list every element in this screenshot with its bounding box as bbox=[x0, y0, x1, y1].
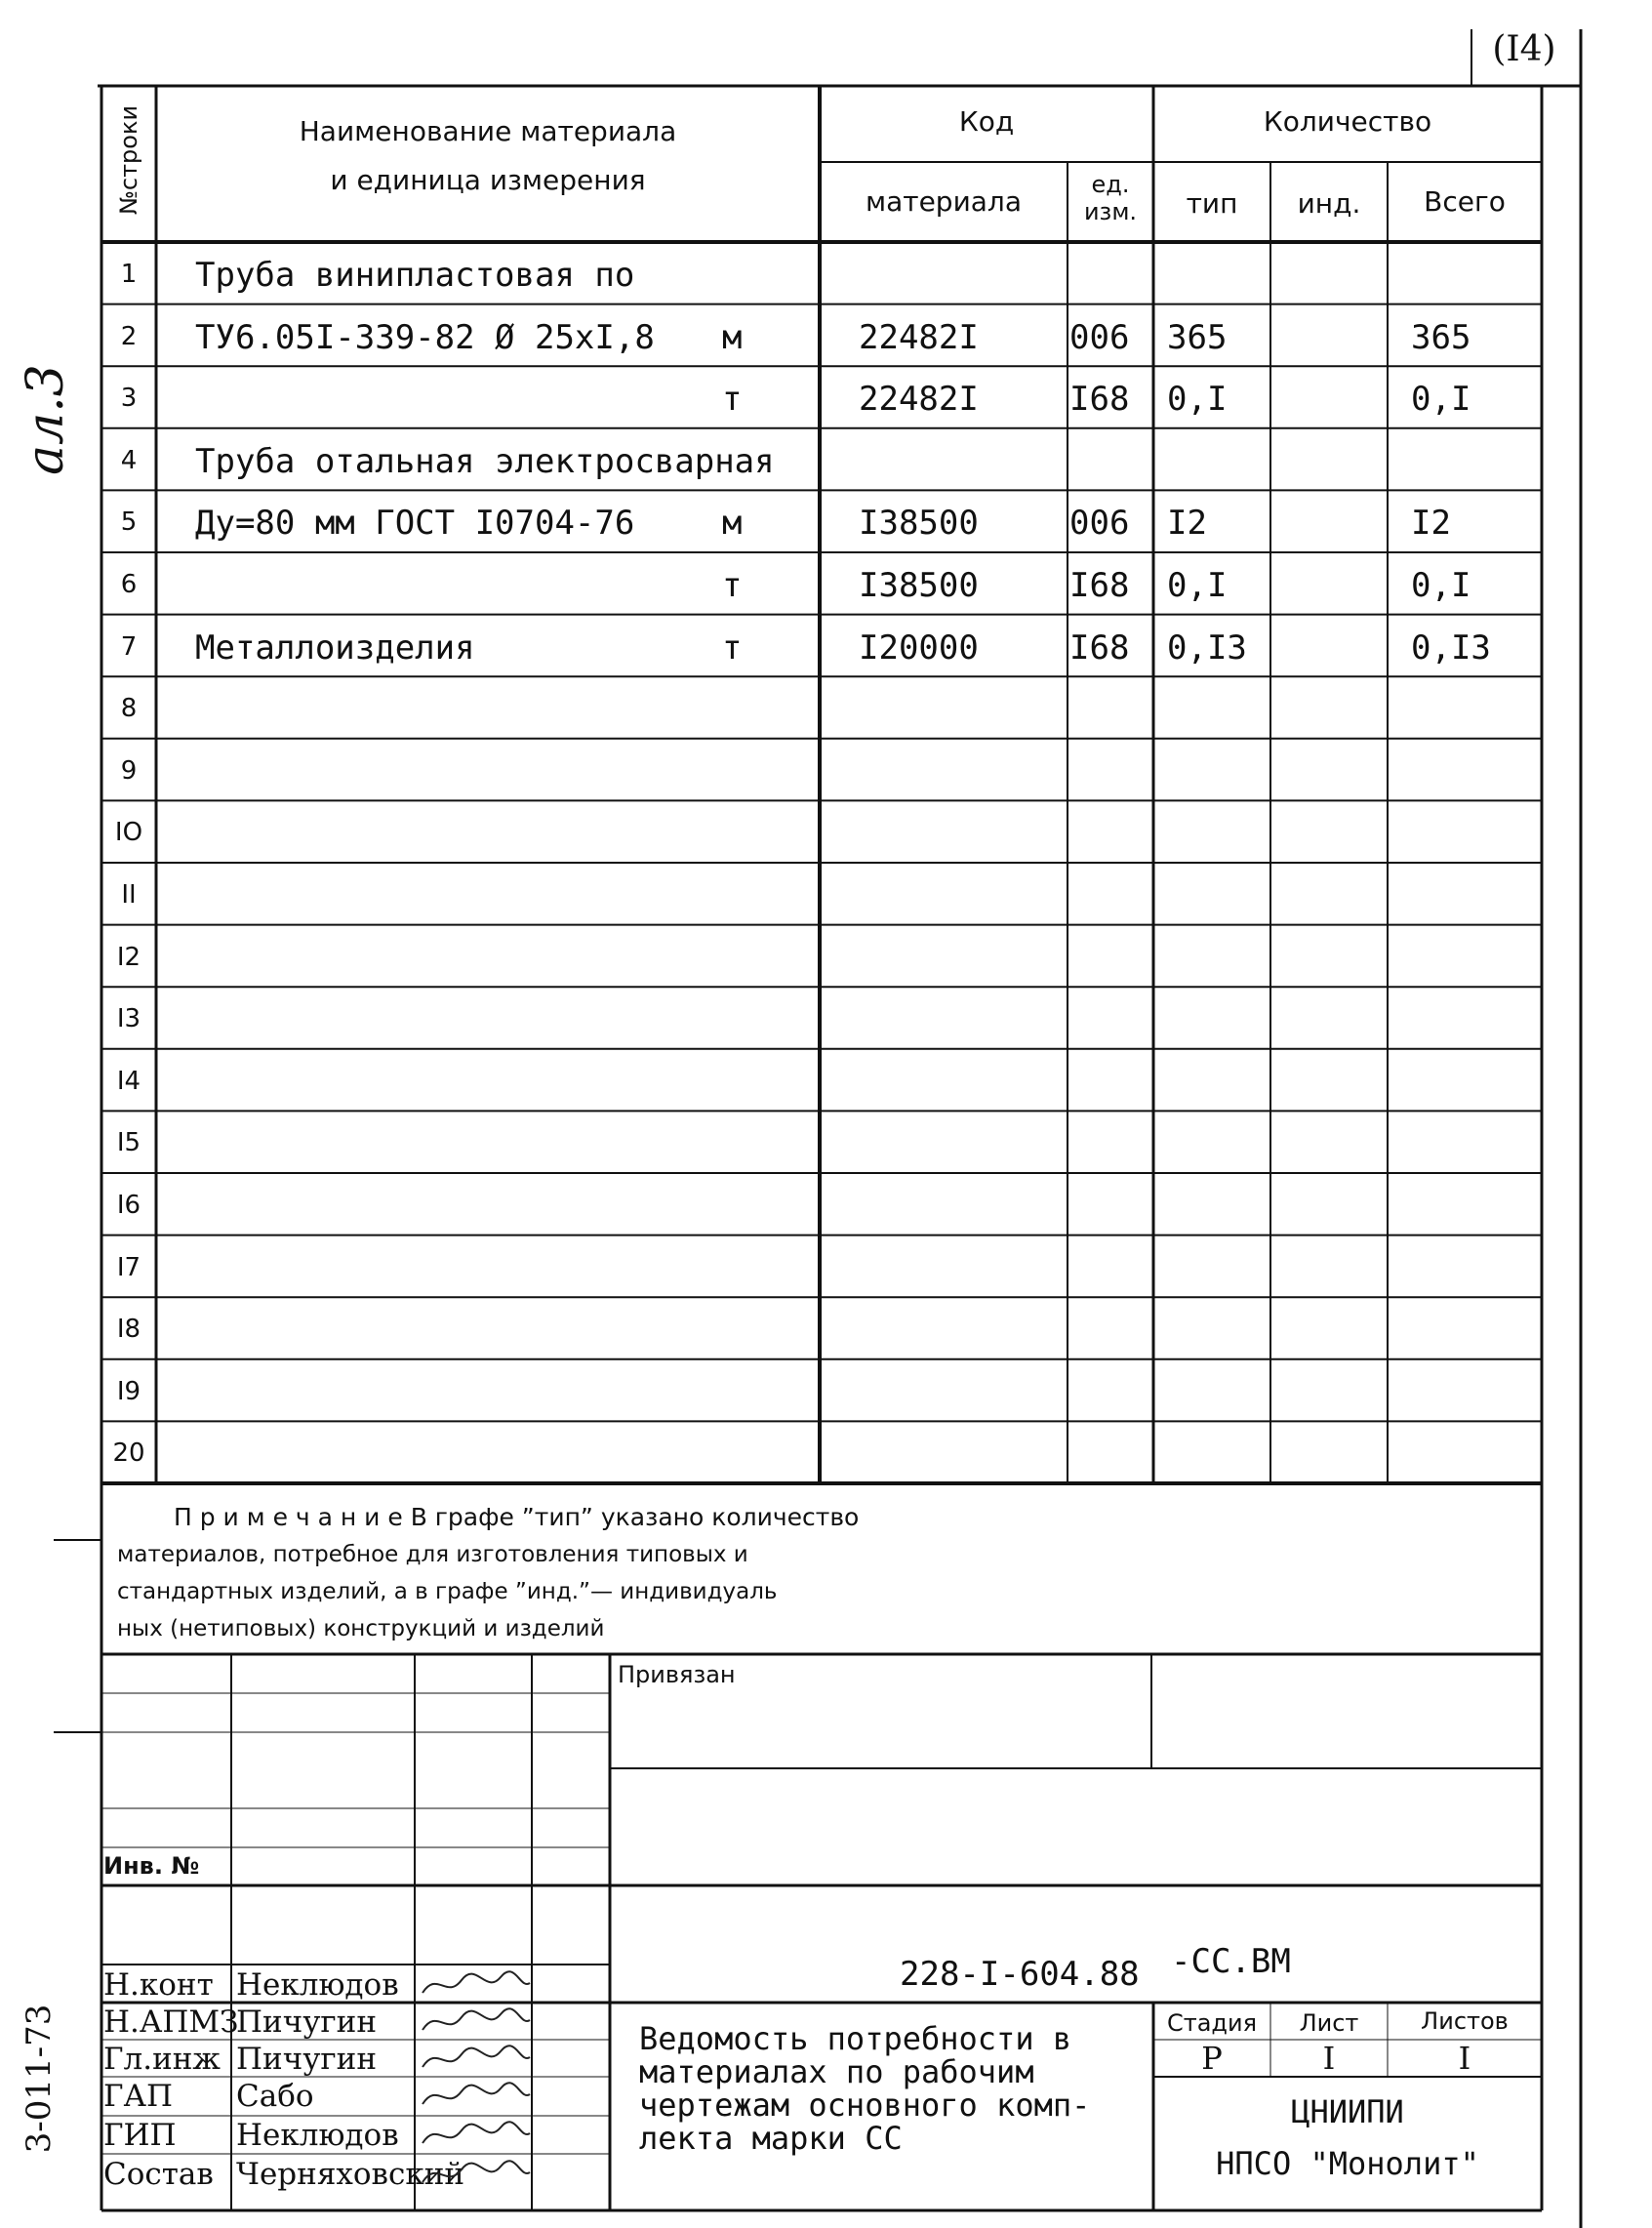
header-material: материала bbox=[865, 185, 1022, 218]
header-unit-line1: ед. bbox=[1091, 171, 1130, 198]
title-line1: Ведомость потребности в bbox=[639, 2020, 1072, 2057]
signature-mark bbox=[418, 1965, 535, 2003]
cell-code: I38500 bbox=[859, 504, 979, 544]
signer-role: Н.конт bbox=[103, 1967, 214, 2003]
side-code: 3-011-73 bbox=[20, 2004, 59, 2154]
title-line4: лекта марки СС bbox=[639, 2120, 903, 2157]
row-number: 4 bbox=[120, 445, 138, 475]
cell-typ: I2 bbox=[1167, 504, 1207, 544]
cell-unit: т bbox=[722, 380, 743, 420]
signature-mark bbox=[418, 2077, 535, 2114]
header-quantity: Количество bbox=[1263, 105, 1432, 138]
title-line2: материалах по рабочим bbox=[639, 2053, 1034, 2090]
signature-mark bbox=[418, 2003, 535, 2040]
inv-no-label: Инв. № bbox=[103, 1852, 200, 1880]
row-number: I2 bbox=[116, 942, 141, 972]
cell-uc: I68 bbox=[1069, 380, 1130, 420]
row-number: I3 bbox=[116, 1004, 141, 1034]
sheet-label: Лист bbox=[1299, 2009, 1359, 2037]
header-unit-line2: изм. bbox=[1083, 198, 1138, 225]
row-number: I7 bbox=[116, 1252, 141, 1282]
org-line2: НПСО "Монолит" bbox=[1216, 2145, 1479, 2182]
cell-unit: м bbox=[722, 504, 743, 544]
note-line3: стандартных изделий, а в графе ”инд.”— индивидуаль bbox=[117, 1579, 778, 1604]
cell-total: 0,I bbox=[1411, 566, 1471, 605]
side-mark: ал.3 bbox=[17, 364, 75, 475]
cell-uc: I68 bbox=[1069, 566, 1130, 605]
row-number: I9 bbox=[116, 1376, 141, 1406]
row-number: II bbox=[121, 880, 137, 910]
row-number: 2 bbox=[120, 321, 138, 351]
row-number: IO bbox=[114, 818, 143, 848]
row-number: I6 bbox=[116, 1191, 141, 1220]
stage-value: Р bbox=[1201, 2040, 1223, 2077]
header-row-no: №строки bbox=[115, 104, 142, 216]
cell-unit: т bbox=[722, 566, 743, 605]
cell-typ: 0,I bbox=[1167, 380, 1228, 420]
signer-name: Неклюдов bbox=[236, 1967, 399, 2003]
signer-role: ГИП bbox=[103, 2118, 177, 2153]
note-line2: материалов, потребное для изготовления типовых и bbox=[117, 1542, 748, 1567]
cell-code: I20000 bbox=[859, 628, 979, 668]
header-code: Код bbox=[958, 105, 1015, 138]
signature-mark bbox=[418, 2040, 535, 2077]
row-number: 9 bbox=[120, 755, 138, 786]
row-number: I4 bbox=[116, 1066, 141, 1096]
org-line1: ЦНИИПИ bbox=[1291, 2093, 1404, 2130]
sheets-label: Листов bbox=[1421, 2007, 1509, 2035]
cell-unit: т bbox=[722, 628, 743, 668]
sheet-value: I bbox=[1322, 2040, 1336, 2077]
stage-label: Стадия bbox=[1166, 2009, 1258, 2037]
signer-name: Черняховский bbox=[236, 2157, 465, 2192]
signer-name: Сабо bbox=[236, 2079, 314, 2114]
cell-typ: 0,I bbox=[1167, 566, 1228, 605]
row-number: I8 bbox=[116, 1315, 141, 1345]
signer-role: Н.АПМЗ bbox=[103, 2005, 239, 2040]
row-number: 3 bbox=[120, 384, 138, 414]
cell-name: Металлоизделия bbox=[195, 628, 475, 668]
row-number: 1 bbox=[120, 260, 138, 289]
header-name-line2: и единица измерения bbox=[330, 164, 646, 196]
doc-code: 228-I-604.88 bbox=[900, 1955, 1140, 1994]
doc-suffix: -СС.ВМ bbox=[1171, 1942, 1291, 1981]
sheets-value: I bbox=[1458, 2040, 1471, 2077]
row-number: 5 bbox=[120, 507, 138, 538]
cell-total: 0,I3 bbox=[1411, 628, 1491, 668]
cell-typ: 365 bbox=[1167, 317, 1228, 357]
header-total: Всего bbox=[1424, 185, 1506, 218]
cell-code: 22482I bbox=[859, 317, 979, 357]
cell-typ: 0,I3 bbox=[1167, 628, 1247, 668]
cell-unit: м bbox=[722, 317, 743, 357]
signer-role: Гл.инж bbox=[103, 2042, 221, 2077]
signer-name: Пичугин bbox=[236, 2005, 377, 2040]
header-name-line1: Наименование материала bbox=[299, 115, 677, 147]
cell-code: 22482I bbox=[859, 380, 979, 420]
signer-role: ГАП bbox=[103, 2079, 174, 2114]
cell-name: Ду=80 мм ГОСТ I0704-76 bbox=[195, 504, 635, 544]
row-number: 20 bbox=[112, 1438, 145, 1469]
signer-name: Пичугин bbox=[236, 2042, 377, 2077]
cell-name: Труба винипластовая по bbox=[195, 256, 635, 295]
signature-mark bbox=[418, 2155, 535, 2192]
note-line1: П р и м е ч а н и е В графе ”тип” указано количество bbox=[174, 1503, 860, 1531]
row-number: 8 bbox=[120, 694, 138, 724]
header-ind: инд. bbox=[1297, 187, 1361, 220]
cell-code: I38500 bbox=[859, 566, 979, 605]
cell-uc: 006 bbox=[1069, 317, 1130, 357]
cell-uc: I68 bbox=[1069, 628, 1130, 668]
cell-total: 0,I bbox=[1411, 380, 1471, 420]
header-typ: тип bbox=[1186, 187, 1238, 220]
privyazan-label: Привязан bbox=[618, 1661, 736, 1688]
cell-name: Труба отальная электросварная bbox=[195, 441, 775, 481]
cell-total: 365 bbox=[1411, 317, 1471, 357]
title-line3: чертежам основного комп- bbox=[639, 2086, 1091, 2124]
sheet-number: (I4) bbox=[1492, 29, 1556, 69]
row-number: 6 bbox=[120, 570, 138, 599]
cell-name: ТУ6.05I-339-82 Ø 25хI,8 bbox=[195, 317, 655, 357]
row-number: I5 bbox=[116, 1128, 141, 1158]
row-number: 7 bbox=[120, 631, 138, 662]
note-line4: ных (нетиповых) конструкций и изделий bbox=[117, 1616, 605, 1641]
signer-name: Неклюдов bbox=[236, 2118, 399, 2153]
signer-role: Состав bbox=[103, 2157, 214, 2192]
cell-uc: 006 bbox=[1069, 504, 1130, 544]
cell-total: I2 bbox=[1411, 504, 1451, 544]
signature-mark bbox=[418, 2116, 535, 2153]
